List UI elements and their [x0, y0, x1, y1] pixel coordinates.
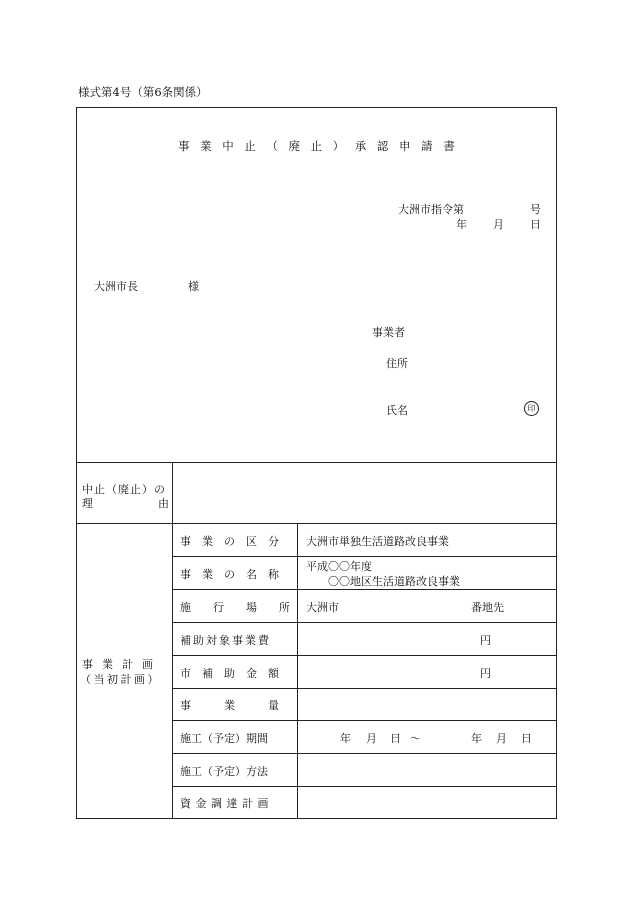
period-end-year: 年 [471, 732, 482, 745]
date-month: 月 [493, 218, 504, 231]
row-divider [172, 622, 557, 623]
row-label-location: 施 行 場 所 [180, 601, 290, 614]
application-number [398, 201, 541, 217]
row-divider [172, 589, 557, 590]
form-number: 様式第4号（第6条関係） [78, 85, 208, 99]
plan-label-line1: 事業計画 [82, 658, 162, 671]
row-divider [172, 753, 557, 754]
row-label-category: 事 業 の 区 分 [180, 535, 279, 548]
row-label-subsidy-amount: 市 補 助 金 額 [180, 667, 279, 680]
frame-right [556, 107, 557, 819]
row-unit-subsidy-amount: 円 [480, 667, 491, 680]
reason-label-yu: 由 [158, 497, 169, 510]
row-label-project-name: 事 業 の 名 称 [180, 568, 279, 581]
row-value-location-city[interactable]: 大洲市 [306, 601, 339, 614]
period-tilde: ～ [410, 732, 421, 745]
divider-header [76, 462, 557, 463]
date-year: 年 [456, 218, 467, 231]
reason-label-line1: 中止（廃止）の [82, 483, 166, 496]
row-divider [172, 655, 557, 656]
addressee [94, 278, 199, 294]
row-divider [172, 786, 557, 787]
divider-reason [76, 523, 557, 524]
row-label-volume: 事 業 量 [180, 699, 279, 712]
date-day: 日 [530, 218, 541, 231]
applicant-heading: 事業者 [372, 326, 405, 339]
frame-bottom [76, 818, 557, 819]
frame-top [76, 107, 557, 108]
document-title: 事業中止（廃止）承認申請書 [178, 139, 466, 153]
addressee-name: 大洲市長 [94, 280, 138, 293]
reason-label-line2 [82, 495, 168, 509]
row-divider [172, 688, 557, 689]
frame-left [76, 107, 77, 819]
applicant-address-label: 住所 [386, 357, 408, 370]
row-divider [172, 556, 557, 557]
period-start-month: 月 [366, 732, 377, 745]
col-divider-right [297, 523, 298, 819]
reason-label-ri: 理 [82, 497, 93, 510]
row-divider [172, 720, 557, 721]
period-start-day: 日 [390, 732, 401, 745]
row-value-category[interactable]: 大洲市単独生活道路改良事業 [306, 535, 449, 548]
addressee-honorific: 様 [188, 280, 199, 293]
col-divider-left [172, 462, 173, 819]
row-label-period: 施工（予定）期間 [180, 732, 268, 745]
application-number-prefix: 大洲市指令第 [398, 203, 464, 216]
row-value-location-suffix: 番地先 [471, 601, 504, 614]
row-value-project-name-line2[interactable]: 〇〇地区生活道路改良事業 [328, 575, 460, 588]
application-number-suffix: 号 [530, 203, 541, 216]
row-value-project-name-line1[interactable]: 平成〇〇年度 [306, 560, 372, 573]
period-end-month: 月 [496, 732, 507, 745]
period-end-day: 日 [521, 732, 532, 745]
period-start-year: 年 [340, 732, 351, 745]
row-label-method: 施工（予定）方法 [180, 765, 268, 778]
plan-label-line2: （当初計画） [80, 673, 161, 686]
applicant-name-label: 氏名 [386, 404, 408, 417]
seal-mark: 印 [524, 401, 539, 416]
date-line [456, 216, 546, 230]
row-label-funding: 資金調達計画 [180, 797, 273, 810]
row-label-subsidized-cost: 補助対象事業費 [180, 634, 271, 647]
row-unit-subsidized-cost: 円 [480, 634, 491, 647]
